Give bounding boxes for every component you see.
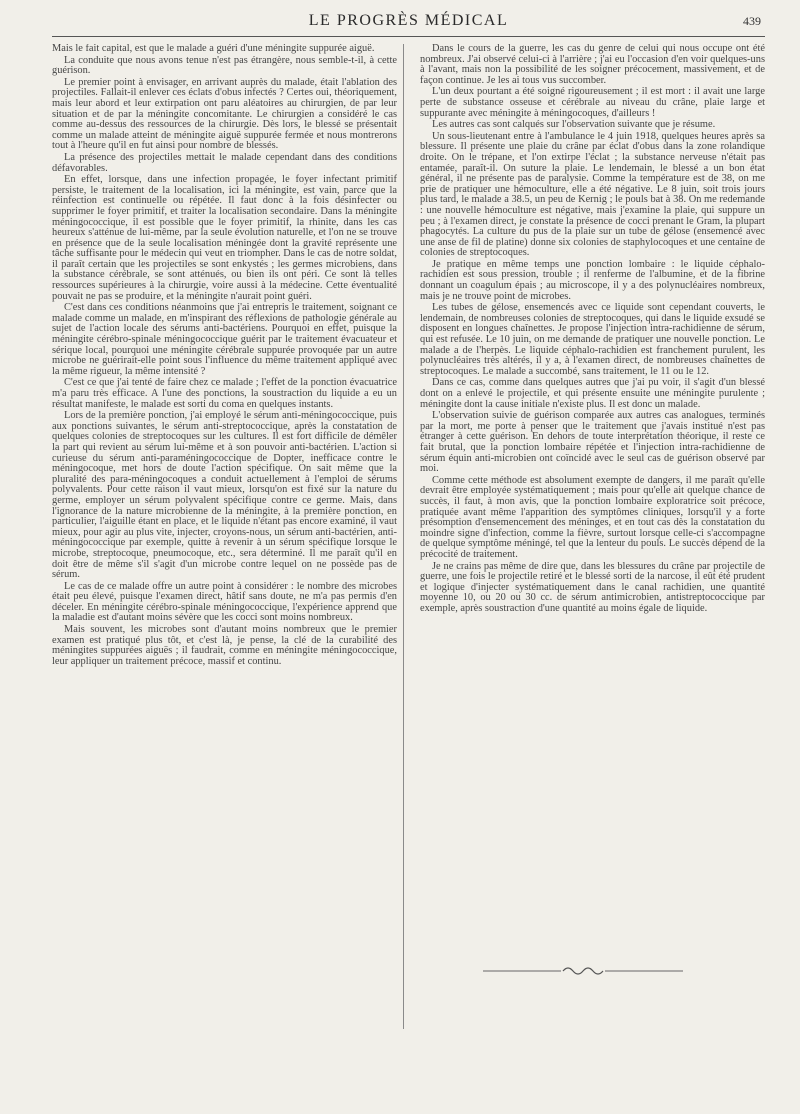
right-column [420,44,765,1084]
paragraph: La conduite que nous avons tenue n'est pas étrangère, nous semble-t-il, à cette guérison. [52,54,397,77]
page-header [52,8,765,37]
column-divider [403,44,404,1029]
paragraph: Lors de la première ponction, j'ai employé le sérum anti-méningococcique, puis aux ponctions suivantes, le sérum anti-streptococcique, après la constatation de quelques colonies de streptocoques sur les cultures. Il est fort difficile de démêler la part qui revient au sérum lui-même et à son pouvoir anti-bactérien. L'action si curieuse du sérum anti-paraméningococcique de Dopter, inefficace contre le méningocoque, met hors de doute l'action spécifique. On sait même que la pluralité des para-méningocoques a conduit actuellement à l'emploi de sérums polyvalents. Pour cette raison il vaut mieux, lorsqu'on est fixé sur la nature du germe, employer un sérum polyvalent spécifique contre ce germe. Mais, dans l'ignorance de la nature microbienne de la méningite, à la première ponction, en particulier, l'aiguille étant en place, et le liquide n'étant pas encore examiné, il vaut mieux, pour agir au plus vite, injecter, croyons-nous, un sérum anti-bactérien, anti-méningococcique par exemple, quitte à revenir à un sérum spécifique lorsque le microbe, streptocoque, pneumocoque, etc., sera déterminé. Il me paraît qu'il en doit être de même s'il s'agit d'un microbe contre lequel on ne possède pas de sérum. [52,410,397,581]
running-title: LE PROGRÈS MÉDICAL [308,12,509,29]
paragraph: La présence des projectiles mettait le malade cependant dans des conditions défavorables. [52,151,397,174]
page-number: 439 [743,14,761,28]
paragraph: Je pratique en même temps une ponction lombaire : le liquide céphalo-rachidien est sous pression, trouble ; il renferme de l'albumine, et de la fibrine donnant un coagulum épais ; au microscope, il y a des polynucléaires nombreux, mais je ne trouve point de microbes. [420,258,765,302]
paragraph: Le premier point à envisager, en arrivant auprès du malade, était l'ablation des projectiles. Fallait-il enlever ces éclats d'obus infectés ? Certes oui, théoriquement, mais leur abord et leur extirpation ont paru aléatoires au chirurgien, de par leur situation et de par la méningite concomitante. Le chirurgien a considéré le cas comme au-dessus des ressources de la chirurgie. Dès lors, le blessé se présentait comme un malade atteint de méningite aiguë suppurée fermée et nous montrerons tout à l'heure qu'il en fut ainsi pour nombre de blessés. [52,76,397,152]
section-end-ornament [483,960,683,980]
paragraph: Je ne crains pas même de dire que, dans les blessures du crâne par projectile de guerre, une fois le projectile retiré et le blessé sorti de la narcose, il eût été prudent et logique d'injecter systématiquement dans le canal rachidien, une quantité moyenne 10, ou 20 ou 30 cc. de sérum antimicrobien, antistreptococcique par exemple, après soustraction d'une quantité au moins égale de liquide. [420,560,765,614]
paragraph: L'un deux pourtant a été soigné rigoureusement ; il est mort : il avait une large perte de substance osseuse et cérébrale au niveau du crâne, plaie large et suppurante avec méningite à méningocoques, d'ailleurs ! [420,86,765,119]
paragraph: Mais le fait capital, est que le malade a guéri d'une méningite suppurée aiguë. [52,44,375,54]
paragraph: Dans ce cas, comme dans quelques autres que j'ai pu voir, il s'agit d'un blessé dont on a enlevé le projectile, et qui présente ensuite une méningite purulente ; méningite dont la cause initiale n'existe plus. Il est donc un malade. [420,377,765,410]
paragraph: Mais souvent, les microbes sont d'autant moins nombreux que le premier examen est pratiqué plus tôt, et c'est là, je pense, la clé de la curabilité des méningites suppurées aiguës ; il faudrait, comme en méningite méningococcique, leur appliquer un traitement précoce, massif et continu. [52,624,397,667]
left-column [52,44,397,1084]
paragraph: En effet, lorsque, dans une infection propagée, le foyer infectant primitif persiste, le traitement de la localisation, ici la méningite, est vain, parce que la réinfection est continuelle ou répétée. Il faut donc à la fois désinfecter ou supprimer le foyer primitif, et traiter la localisation secondaire. Dans la méningite méningococcique, il est possible que le foyer primitif, la rhinite, dans les cas heureux s'atténue de lui-même, par la seule évolution naturelle, et l'on ne se trouve en présence que de la seule localisation méningée dont la gravité représente une tâche suffisante pour le médecin qui veut en triompher. Dans le cas de notre soldat, il paraît certain que les projectiles se sont enkystés ; les germes microbiens, dans la substance cérébrale, se sont atténués, ou bien ils ont péri. Ce sont là telles ressources supérieures à la chirurgie, voire aussi à la médecine. Cette éventualité pouvait ne pas se produire, et la méningite n'aurait point guéri. [52,174,397,302]
paragraph: Dans le cours de la guerre, les cas du genre de celui qui nous occupe ont été nombreux. J'ai observé celui-ci à l'arrière ; j'ai eu l'occasion d'en voir quelques-uns à l'avant, mais non la possibilité de les soigner précocement, massivement, et de façon continue. Je les ai tous vus succomber. [420,44,765,86]
paragraph: C'est dans ces conditions néanmoins que j'ai entrepris le traitement, soignant ce malade comme un malade, en m'inspirant des réflexions de pathologie générale au sujet de l'action locale des sérums anti-bactériens. Pourquoi en effet, puisque la méningite cérébro-spinale méningococcique guérit par le traitement évacuateur et sérique local, pourquoi une méningite cérébrale suppurée provoquée par un autre microbe ne guérirait-elle point sous l'influence du même traitement appliqué avec la même rigueur, la même intensité ? [52,302,397,377]
paragraph: L'observation suivie de guérison comparée aux autres cas analogues, terminés par la mort, me porte à penser que le traitement que j'avais institué n'est pas étranger à cette guérison. En dehors de toute interprétation théorique, il reste ce fait brutal, que la ponction lombaire répétée et l'injection intra-rachidienne de sérum équin anti-microbien ont coïncidé avec le seul cas de guérison observé par moi. [420,410,765,475]
paragraph: Comme cette méthode est absolument exempte de dangers, il me paraît qu'elle devrait être employée systématiquement ; mais pour qu'elle ait quelque chance de succès, il faut, à mon avis, que la ponction lombaire exploratrice soit précoce, pratiquée avant même l'apparition des symptômes cliniques, lorsqu'il y a forte présomption d'ensemencement des méninges, et en tout cas dès la constatation du moindre signe d'infection, comme la fièvre, surtout lorsque celle-ci s'accompagne de quelque symptôme méningé, tel que la lenteur du pouls. Le succès dépend de la précocité de traitement. [420,474,765,560]
paragraph: Les autres cas sont calqués sur l'observation suivante que je résume. [432,119,716,131]
paragraph: C'est ce que j'ai tenté de faire chez ce malade ; l'effet de la ponction évacuatrice m'a paru très efficace. A l'une des ponctions, la soustraction du liquide a eu un résultat manifeste, le malade est sorti du coma en quelques instants. [52,377,397,410]
paragraph: Les tubes de gélose, ensemencés avec ce liquide sont cependant couverts, le lendemain, de nombreuses colonies de streptocoques, qui dans le liquide exsudé se disposent en longues chaînettes. Je propose l'injection intra-rachidienne de sérum, qui est refusée. Le 10 juin, on me demande de pratiquer une nouvelle ponction. Le malade a de l'herpès. Le liquide céphalo-rachidien est franchement purulent, les polynucléaires très altérés, il y a, à l'examen direct, de nombreuses chaînettes de streptocoques. Le malade a succombé, sans traitement, le 11 ou le 12. [420,302,765,377]
paragraph: Le cas de ce malade offre un autre point à considérer : le nombre des microbes était peu élevé, puisque l'examen direct, hâtif sans doute, ne m'a pas permis d'en déceler. En méningite cérébro-spinale méningococcique, l'expérience apprend que la maladie est d'autant moins sévère que les cocci sont moins nombreux. [52,580,397,624]
paragraph: Un sous-lieutenant entre à l'ambulance le 4 juin 1918, quelques heures après sa blessure. Il présente une plaie du crâne par éclat d'obus dans la zone rolandique droite. On le trépane, et l'on extirpe l'éclat ; la substance nerveuse n'était pas entamée, paraît-il. On suture la plaie. Le lendemain, le blessé a un bon état général, il ne présente pas de paralysie. Comme la température est de 38, on me prie de pratiquer une hémoculture, elle a été négative. Le 8 juin, soit trois jours plus tard, le malade a 38.5, un peu de Kernig ; le pouls bat à 38. On me redemande : une nouvelle hémoculture est négative, mais j'examine la plaie, qui suppure un peu ; à l'examen direct, je constate la présence de cocci prenant le Gram, la plupart phagocytés. La culture du pus de la plaie sur un tube de gélose (ensemencé avec une anse de fil de platine) donne six colonies de staphylocoques et une centaine de colonies de streptocoques. [420,130,765,259]
